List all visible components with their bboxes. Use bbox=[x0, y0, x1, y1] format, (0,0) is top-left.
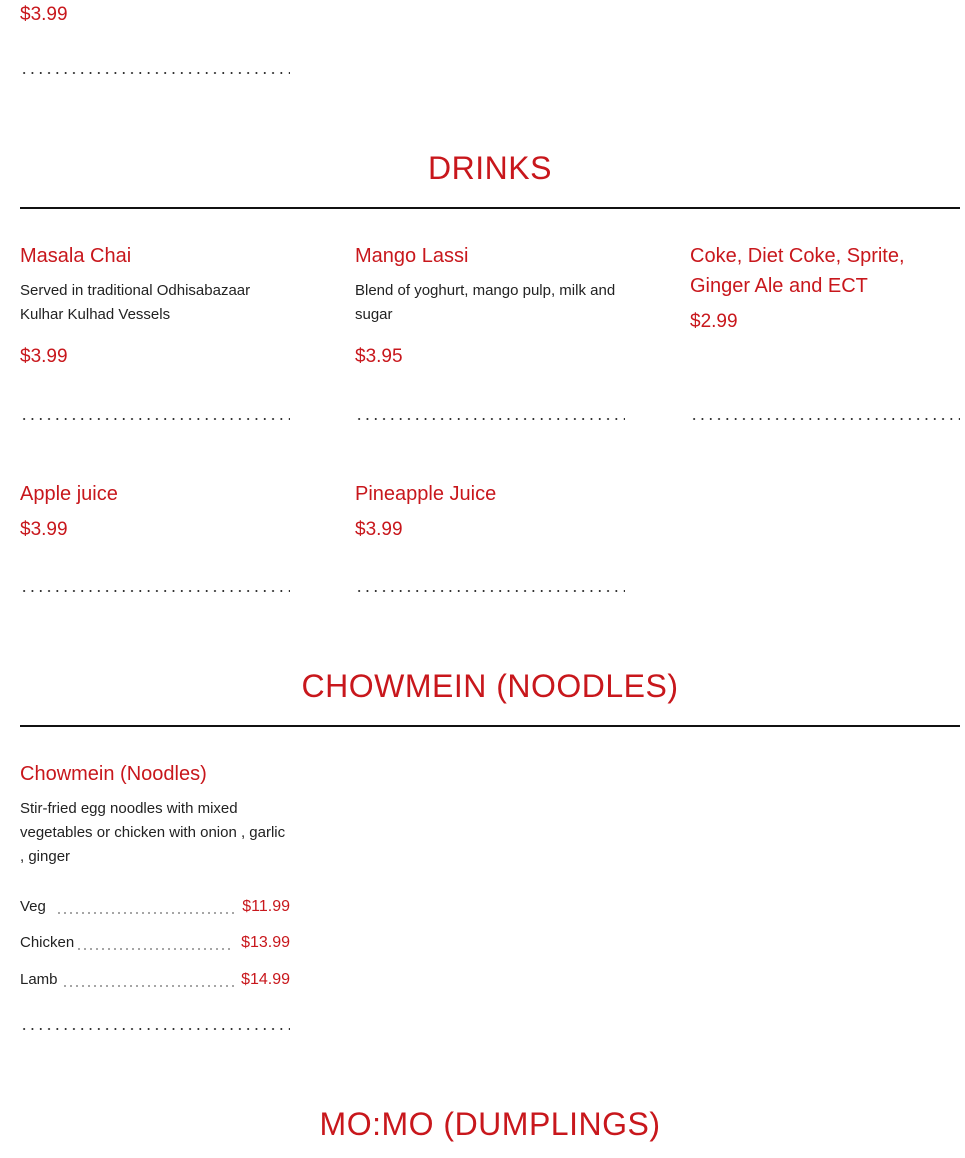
menu-item-soft-drinks[interactable] bbox=[690, 241, 960, 333]
desc-line: sugar bbox=[355, 306, 393, 323]
section-rule bbox=[20, 207, 960, 209]
variant-row-chicken[interactable] bbox=[20, 934, 290, 956]
item-name: Masala Chai bbox=[20, 245, 132, 267]
variant-row-veg[interactable] bbox=[20, 898, 290, 920]
item-name: Mango Lassi bbox=[355, 245, 469, 267]
desc-line: Blend of yoghurt, mango pulp, milk and bbox=[355, 282, 616, 299]
item-price: $2.99 bbox=[690, 311, 738, 332]
item-name: Apple juice bbox=[20, 483, 118, 505]
item-price: $3.99 bbox=[20, 346, 68, 367]
desc-line: vegetables or chicken with onion , garlic bbox=[20, 824, 286, 841]
desc-line: Stir-fried egg noodles with mixed bbox=[20, 800, 238, 817]
item-price: $3.99 bbox=[20, 519, 68, 540]
item-description bbox=[355, 279, 635, 327]
item-description bbox=[20, 279, 300, 327]
desc-line: , ginger bbox=[20, 848, 71, 865]
item-divider-dots bbox=[20, 589, 290, 593]
item-divider-dots bbox=[355, 589, 625, 593]
variant-row-lamb[interactable] bbox=[20, 971, 290, 993]
item-description bbox=[20, 797, 305, 869]
item-divider-dots bbox=[690, 417, 960, 421]
item-name: Pineapple Juice bbox=[355, 483, 497, 505]
item-price: $3.99 bbox=[355, 519, 403, 540]
leader-dots bbox=[62, 984, 234, 988]
desc-line: Kulhar Kulhad Vessels bbox=[20, 306, 171, 323]
menu-item-pineapple-juice[interactable] bbox=[355, 479, 635, 541]
item-name-line: Coke, Diet Coke, Sprite, bbox=[690, 245, 905, 267]
item-divider-dots bbox=[355, 417, 625, 421]
variant-name: Veg bbox=[20, 898, 46, 915]
item-divider-dots bbox=[20, 71, 290, 75]
item-name-line: Ginger Ale and ECT bbox=[690, 275, 868, 297]
leader-dots bbox=[56, 911, 234, 915]
section-title-drinks: DRINKS bbox=[428, 150, 552, 186]
item-price: $3.95 bbox=[355, 346, 403, 367]
section-rule bbox=[20, 725, 960, 727]
item-divider-dots bbox=[20, 1027, 290, 1031]
item-divider-dots bbox=[20, 417, 290, 421]
variant-name: Lamb bbox=[20, 971, 58, 988]
section-title-momo: MO:MO (DUMPLINGS) bbox=[319, 1106, 661, 1142]
leader-dots bbox=[76, 947, 234, 951]
variant-price: $11.99 bbox=[242, 898, 290, 915]
menu-item-apple-juice[interactable] bbox=[20, 479, 300, 541]
variant-price: $13.99 bbox=[241, 934, 290, 951]
menu-item-chowmein[interactable] bbox=[20, 759, 305, 869]
variant-price: $14.99 bbox=[241, 971, 290, 988]
menu-item-mango-lassi[interactable] bbox=[355, 241, 635, 368]
item-name bbox=[690, 241, 960, 301]
desc-line: Served in traditional Odhisabazaar bbox=[20, 282, 251, 299]
variant-name: Chicken bbox=[20, 934, 75, 951]
menu-item-masala-chai[interactable] bbox=[20, 241, 300, 368]
previous-item-price: $3.99 bbox=[20, 4, 68, 25]
item-name: Chowmein (Noodles) bbox=[20, 763, 207, 785]
section-title-chowmein: CHOWMEIN (NOODLES) bbox=[301, 668, 679, 704]
